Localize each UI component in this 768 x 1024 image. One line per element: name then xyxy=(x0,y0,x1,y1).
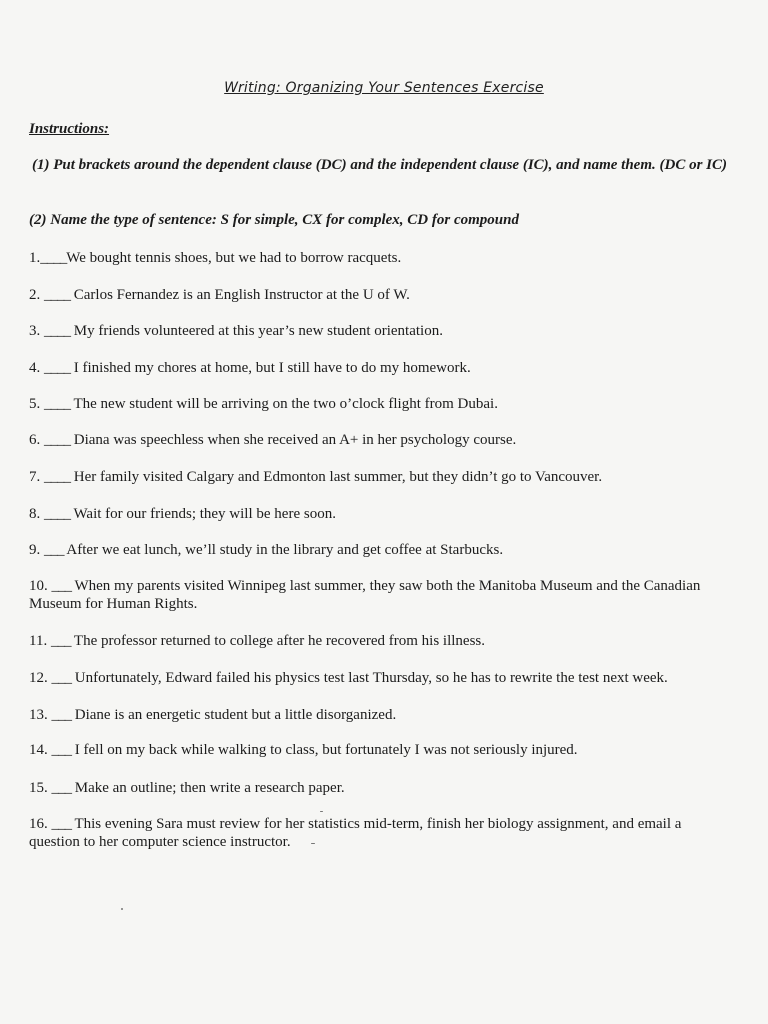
item-number: 11. xyxy=(29,633,48,649)
exercise-item-12 xyxy=(29,669,749,687)
worksheet-title: Writing: Organizing Your Sentences Exercise xyxy=(224,80,544,96)
item-number: 6. xyxy=(29,432,41,448)
answer-blank: ____ xyxy=(44,396,70,412)
scan-speck xyxy=(320,811,323,812)
exercise-item-10 xyxy=(29,577,719,613)
answer-blank: ___ xyxy=(50,633,71,649)
exercise-item-11 xyxy=(29,632,729,650)
exercise-item-13 xyxy=(29,706,729,724)
scan-speck xyxy=(121,908,123,910)
item-number: 5. xyxy=(29,396,41,412)
answer-blank: ____ xyxy=(44,432,70,448)
item-sentence: Make an outline; then write a research paper. xyxy=(71,780,345,796)
item-number: 9. xyxy=(29,542,41,558)
item-sentence: Wait for our friends; they will be here soon. xyxy=(70,506,336,522)
answer-blank: ____ xyxy=(44,287,70,303)
answer-blank: ____ xyxy=(40,250,67,266)
item-number: 10. xyxy=(29,578,48,594)
answer-blank: ___ xyxy=(51,707,71,723)
instruction-1: (1) Put brackets around the dependent clause (DC) and the independent clause (IC), and name them. (DC or IC) xyxy=(32,157,728,173)
exercise-item-1 xyxy=(29,249,729,267)
item-sentence: Unfortunately, Edward failed his physics test last Thursday, so he has to rewrite the test next week. xyxy=(71,670,668,686)
instruction-2: (2) Name the type of sentence: S for simple, CX for complex, CD for compound xyxy=(29,212,519,228)
item-sentence: Her family visited Calgary and Edmonton last summer, but they didn’t go to Vancouver. xyxy=(70,469,603,485)
item-sentence: My friends volunteered at this year’s new student orientation. xyxy=(70,323,443,339)
exercise-item-2 xyxy=(29,286,729,304)
exercise-item-3 xyxy=(29,322,729,340)
answer-blank: ___ xyxy=(44,542,64,558)
item-number: 15. xyxy=(29,780,48,796)
item-number: 16. xyxy=(29,816,48,832)
instructions-heading: Instructions: xyxy=(29,121,110,137)
scan-speck xyxy=(311,843,315,844)
item-sentence: I finished my chores at home, but I still have to do my homework. xyxy=(70,360,471,376)
item-number: 14. xyxy=(29,742,48,758)
answer-blank: ____ xyxy=(44,506,70,522)
item-sentence: We bought tennis shoes, but we had to borrow racquets. xyxy=(66,250,402,266)
exercise-item-7 xyxy=(29,468,729,486)
item-sentence: When my parents visited Winnipeg last summer, they saw both the Manitoba Museum and the Canadian Museum for Human Rights. xyxy=(29,578,701,612)
exercise-item-14 xyxy=(29,741,729,759)
exercise-item-8 xyxy=(29,505,729,523)
item-number: 12. xyxy=(29,670,48,686)
item-sentence: Carlos Fernandez is an English Instructor at the U of W. xyxy=(70,287,410,303)
item-sentence: The professor returned to college after he recovered from his illness. xyxy=(70,633,486,649)
item-sentence: This evening Sara must review for her statistics mid-term, finish her biology assignment, and email a question to her computer science instructor. xyxy=(29,816,682,850)
item-number: 3. xyxy=(29,323,41,339)
exercise-item-4 xyxy=(29,359,729,377)
answer-blank: ___ xyxy=(51,780,71,796)
answer-blank: ___ xyxy=(51,816,71,832)
exercise-item-15 xyxy=(29,779,729,797)
item-number: 2. xyxy=(29,287,41,303)
item-sentence: The new student will be arriving on the two o’clock flight from Dubai. xyxy=(70,396,498,412)
item-number: 8. xyxy=(29,506,41,522)
item-sentence: Diane is an energetic student but a little disorganized. xyxy=(71,707,397,723)
answer-blank: ____ xyxy=(44,323,70,339)
item-sentence: After we eat lunch, we’ll study in the library and get coffee at Starbucks. xyxy=(63,542,504,558)
exercise-item-16 xyxy=(29,815,719,851)
item-number: 4. xyxy=(29,360,41,376)
item-sentence: I fell on my back while walking to class, but fortunately I was not seriously injured. xyxy=(71,742,578,758)
answer-blank: ____ xyxy=(44,360,70,376)
exercise-item-9 xyxy=(29,541,729,559)
answer-blank: ___ xyxy=(51,670,71,686)
item-sentence: Diana was speechless when she received an A+ in her psychology course. xyxy=(70,432,517,448)
answer-blank: ___ xyxy=(51,742,71,758)
exercise-item-6 xyxy=(29,431,729,449)
exercise-item-5 xyxy=(29,395,729,413)
answer-blank: ____ xyxy=(44,469,70,485)
item-number: 1. xyxy=(29,250,41,266)
item-number: 13. xyxy=(29,707,48,723)
answer-blank: ___ xyxy=(51,578,71,594)
item-number: 7. xyxy=(29,469,41,485)
